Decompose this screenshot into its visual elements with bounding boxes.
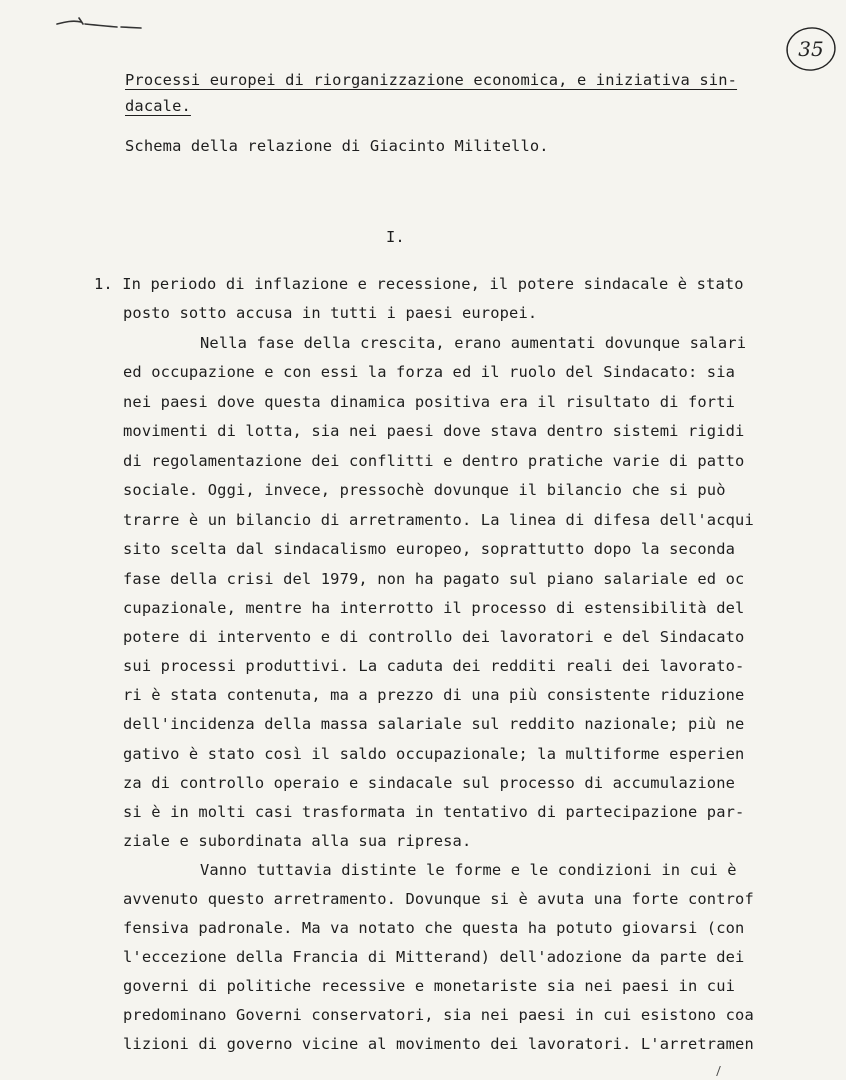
subtitle: Schema della relazione di Giacinto Militello. [125, 137, 549, 155]
body-line: cupazionale, mentre ha interrotto il processo di estensibilità del [123, 599, 745, 617]
body-line: ri è stata contenuta, ma a prezzo di una più consistente riduzione [123, 686, 745, 704]
body-line: di regolamentazione dei conflitti e dentro pratiche varie di patto [123, 452, 745, 470]
title-line-1: Processi europei di riorganizzazione economica, e iniziativa sin- [125, 71, 738, 89]
body-line: nei paesi dove questa dinamica positiva era il risultato di forti [123, 393, 736, 411]
body-line: fase della crisi del 1979, non ha pagato sul piano salariale ed oc [123, 570, 745, 588]
body-line: Nella fase della crescita, erano aumentati dovunque salari [200, 334, 747, 352]
body-line: lizioni di governo vicine al movimento dei lavoratori. L'arretramen [123, 1035, 754, 1053]
body-line: sociale. Oggi, invece, pressochè dovunque il bilancio che si può [123, 481, 726, 499]
handwritten-scribble-mark [55, 10, 145, 34]
body-line: sui processi produttivi. La caduta dei redditi reali dei lavorato- [123, 657, 745, 675]
body-line: l'eccezione della Francia di Mitterand) dell'adozione da parte dei [123, 948, 745, 966]
body-line: ed occupazione e con essi la forza ed il ruolo del Sindacato: sia [123, 363, 736, 381]
body-line: movimenti di lotta, sia nei paesi dove stava dentro sistemi rigidi [123, 422, 745, 440]
body-line: za di controllo operaio e sindacale sul processo di accumulazione [123, 774, 736, 792]
page-number-circle [784, 24, 838, 74]
body-line: governi di politiche recessive e monetariste sia nei paesi in cui [123, 977, 736, 995]
body-line: Vanno tuttavia distinte le forme e le condizioni in cui è [200, 861, 737, 879]
body-line: si è in molti casi trasformata in tentativo di partecipazione par- [123, 803, 745, 821]
section-heading: I. [386, 228, 405, 246]
body-line: potere di intervento e di controllo dei lavoratori e del Sindacato [123, 628, 745, 646]
body-line: fensiva padronale. Ma va notato che questa ha potuto giovarsi (con [123, 919, 745, 937]
page-number: 35 [798, 37, 824, 61]
body-line: trarre è un bilancio di arretramento. La linea di difesa dell'acqui [123, 511, 754, 529]
body-line: sito scelta dal sindacalismo europeo, soprattutto dopo la seconda [123, 540, 736, 558]
body-line: 1. In periodo di inflazione e recessione, il potere sindacale è stato [94, 275, 744, 293]
body-line: avvenuto questo arretramento. Dovunque si è avuta una forte controf [123, 890, 754, 908]
pen-mark [716, 1066, 729, 1076]
body-line: gativo è stato così il saldo occupazionale; la multiforme esperien [123, 745, 745, 763]
body-line: ziale e subordinata alla sua ripresa. [123, 832, 472, 850]
body-line: dell'incidenza della massa salariale sul reddito nazionale; più ne [123, 715, 745, 733]
title-line-2: dacale. [125, 97, 191, 115]
body-line: posto sotto accusa in tutti i paesi europei. [123, 304, 538, 322]
body-line: predominano Governi conservatori, sia nei paesi in cui esistono coa [123, 1006, 754, 1024]
